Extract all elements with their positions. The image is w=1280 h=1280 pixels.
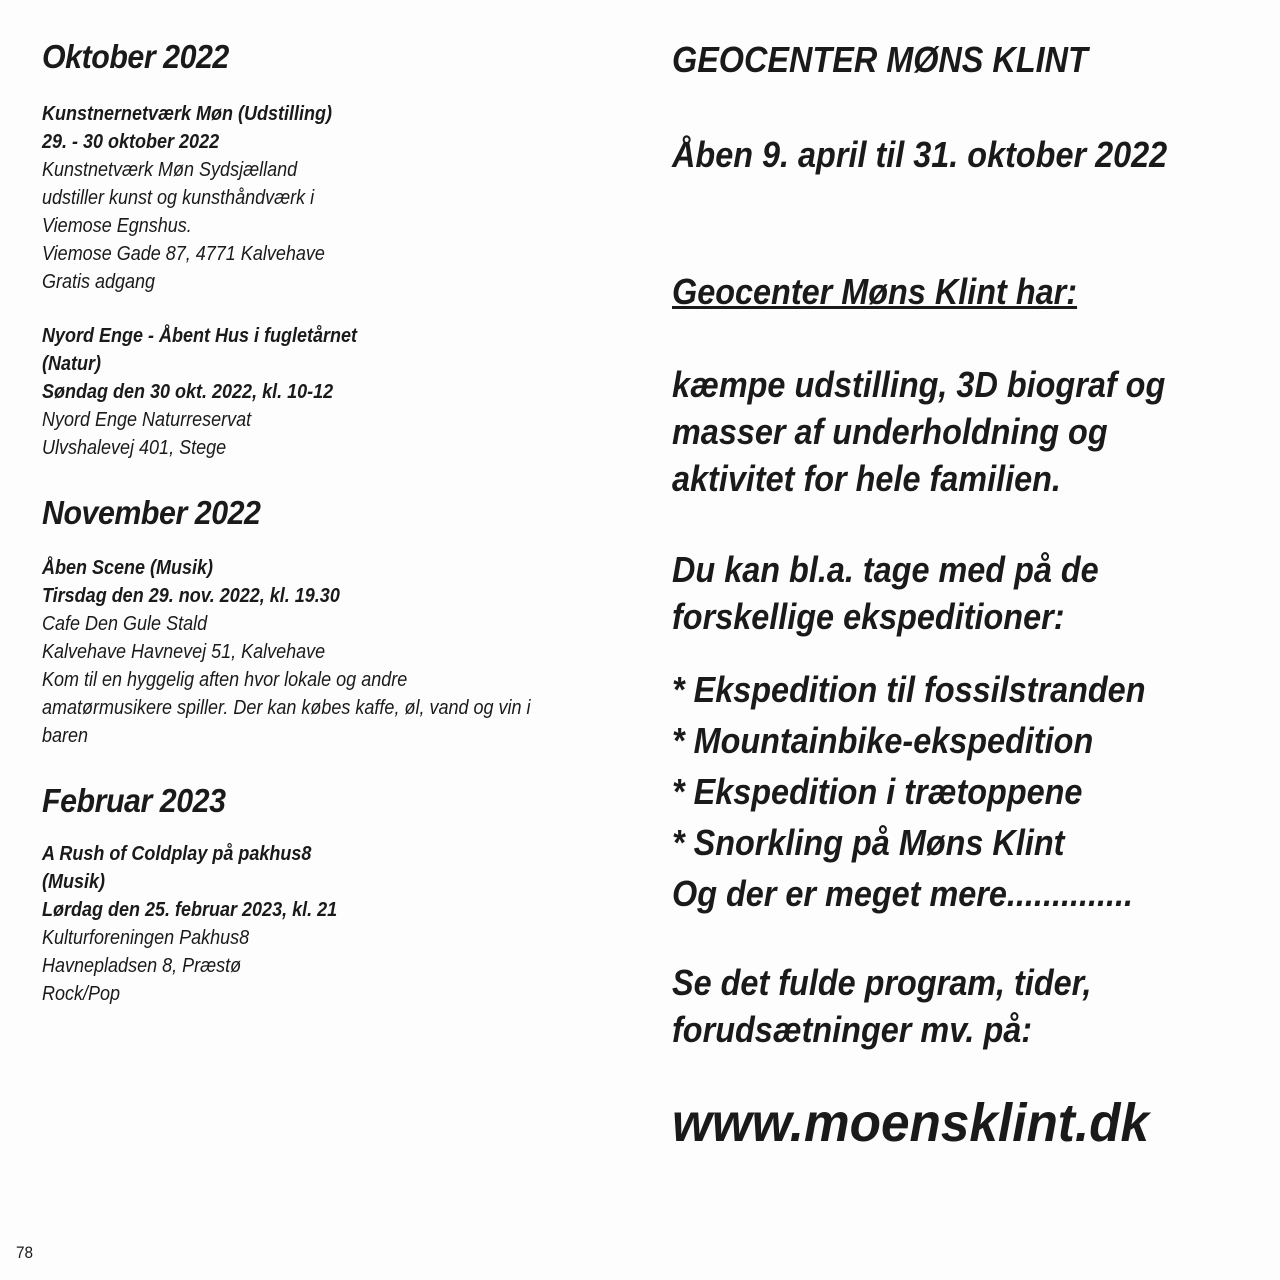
event-category: (Musik)	[42, 871, 105, 893]
event-detail: Kom til en hyggelig aften hvor lokale og andre	[42, 669, 408, 691]
see-program-line: Se det fulde program, tider,	[672, 962, 1092, 1003]
description-line: kæmpe udstilling, 3D biograf og	[672, 364, 1166, 405]
expeditions-intro	[672, 546, 1252, 640]
expedition-more: Og der er meget mere..............	[672, 873, 1133, 914]
features-heading: Geocenter Møns Klint har:	[672, 271, 1078, 312]
features-description	[672, 361, 1252, 502]
month-heading-november: November 2022	[42, 494, 261, 531]
geocenter-ad-column	[672, 36, 1252, 1153]
event-address: Viemose Gade 87, 4771 Kalvehave	[42, 243, 325, 265]
event-title: Åben Scene (Musik)	[42, 557, 214, 579]
event-rush-of-coldplay	[42, 840, 582, 1008]
event-genre: Rock/Pop	[42, 983, 121, 1005]
event-title: Nyord Enge - Åbent Hus i fugletårnet	[42, 325, 358, 347]
event-detail: Viemose Egnshus.	[42, 215, 192, 237]
event-address: Ulvshalevej 401, Stege	[42, 437, 227, 459]
event-venue: Cafe Den Gule Stald	[42, 613, 208, 635]
event-date: Tirsdag den 29. nov. 2022, kl. 19.30	[42, 585, 340, 607]
event-calendar-column	[42, 36, 582, 1008]
event-title: A Rush of Coldplay på pakhus8	[42, 843, 312, 865]
event-venue: Kulturforeningen Pakhus8	[42, 927, 250, 949]
intro-line: Du kan bl.a. tage med på de	[672, 549, 1099, 590]
month-heading-februar: Februar 2023	[42, 782, 226, 819]
event-category: (Natur)	[42, 353, 101, 375]
event-venue: Nyord Enge Naturreservat	[42, 409, 252, 431]
event-nyord-enge	[42, 322, 582, 462]
see-program-line: forudsætninger mv. på:	[672, 1009, 1033, 1050]
event-aaben-scene	[42, 554, 582, 750]
geocenter-title: GEOCENTER MØNS KLINT	[672, 39, 1088, 80]
event-detail: amatørmusikere spiller. Der kan købes kaffe, øl, vand og vin i	[42, 697, 531, 719]
event-kunstnernetvaerk	[42, 100, 582, 296]
event-address: Havnepladsen 8, Præstø	[42, 955, 242, 977]
website-url: www.moensklint.dk	[672, 1093, 1149, 1153]
expedition-item: * Mountainbike-ekspedition	[672, 720, 1094, 761]
event-detail: baren	[42, 725, 89, 747]
expedition-item: * Snorkling på Møns Klint	[672, 822, 1065, 863]
event-date: 29. - 30 oktober 2022	[42, 131, 220, 153]
event-date: Lørdag den 25. februar 2023, kl. 21	[42, 899, 338, 921]
see-program	[672, 959, 1252, 1053]
description-line: aktivitet for hele familien.	[672, 458, 1061, 499]
expeditions-list	[672, 664, 1252, 919]
event-price: Gratis adgang	[42, 271, 156, 293]
expedition-item: * Ekspedition til fossilstranden	[672, 669, 1146, 710]
event-date: Søndag den 30 okt. 2022, kl. 10-12	[42, 381, 334, 403]
page-number: 78	[16, 1243, 34, 1262]
event-detail: udstiller kunst og kunsthåndværk i	[42, 187, 315, 209]
event-detail: Kunstnetværk Møn Sydsjælland	[42, 159, 298, 181]
opening-period: Åben 9. april til 31. oktober 2022	[672, 134, 1168, 175]
event-address: Kalvehave Havnevej 51, Kalvehave	[42, 641, 326, 663]
intro-line: forskellige ekspeditioner:	[672, 596, 1065, 637]
month-heading-oktober: Oktober 2022	[42, 38, 229, 75]
expedition-item: * Ekspedition i trætoppene	[672, 771, 1083, 812]
description-line: masser af underholdning og	[672, 411, 1108, 452]
event-title: Kunstnernetværk Møn (Udstilling)	[42, 103, 333, 125]
